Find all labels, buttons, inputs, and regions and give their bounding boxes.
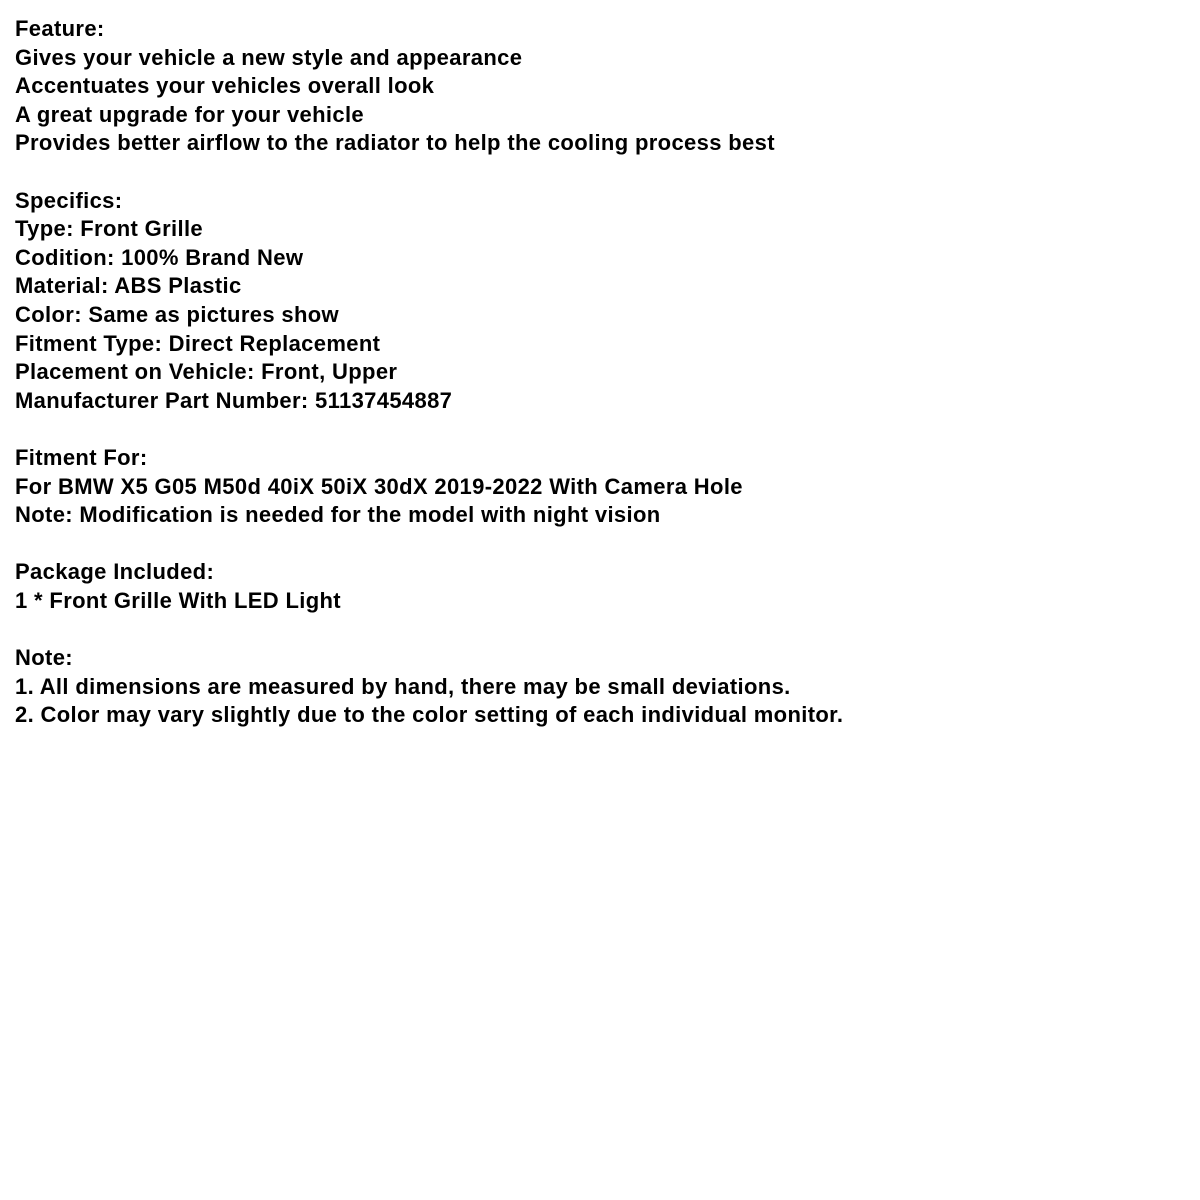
spec-color: Color: Same as pictures show — [15, 301, 339, 327]
specifics-section — [15, 187, 1185, 416]
feature-section — [15, 15, 1185, 158]
feature-line: Accentuates your vehicles overall look — [15, 73, 435, 99]
spec-type: Type: Front Grille — [15, 216, 204, 242]
specifics-heading: Specifics: — [15, 187, 123, 213]
fitment-note: Note: Modification is needed for the model with night vision — [15, 502, 661, 528]
spec-placement: Placement on Vehicle: Front, Upper — [15, 359, 398, 385]
spec-condition: Codition: 100% Brand New — [15, 244, 304, 270]
product-description — [15, 15, 1185, 730]
spec-material: Material: ABS Plastic — [15, 273, 242, 299]
spec-fitment-type: Fitment Type: Direct Replacement — [15, 330, 381, 356]
note-item: 2. Color may vary slightly due to the color setting of each individual monitor. — [15, 702, 844, 728]
feature-line: Gives your vehicle a new style and appearance — [15, 44, 523, 70]
feature-line: A great upgrade for your vehicle — [15, 101, 365, 127]
package-item: 1 * Front Grille With LED Light — [15, 587, 341, 613]
fitment-heading: Fitment For: — [15, 444, 148, 470]
feature-heading: Feature: — [15, 16, 105, 41]
fitment-section — [15, 444, 1185, 530]
note-section — [15, 644, 1185, 730]
note-heading: Note: — [15, 645, 73, 671]
spec-part-number: Manufacturer Part Number: 51137454887 — [15, 387, 453, 413]
package-section — [15, 558, 1185, 615]
note-item: 1. All dimensions are measured by hand, there may be small deviations. — [15, 673, 791, 699]
feature-line: Provides better airflow to the radiator to help the cooling process best — [15, 130, 775, 156]
fitment-vehicle: For BMW X5 G05 M50d 40iX 50iX 30dX 2019-2022 With Camera Hole — [15, 473, 743, 499]
package-heading: Package Included: — [15, 559, 215, 585]
